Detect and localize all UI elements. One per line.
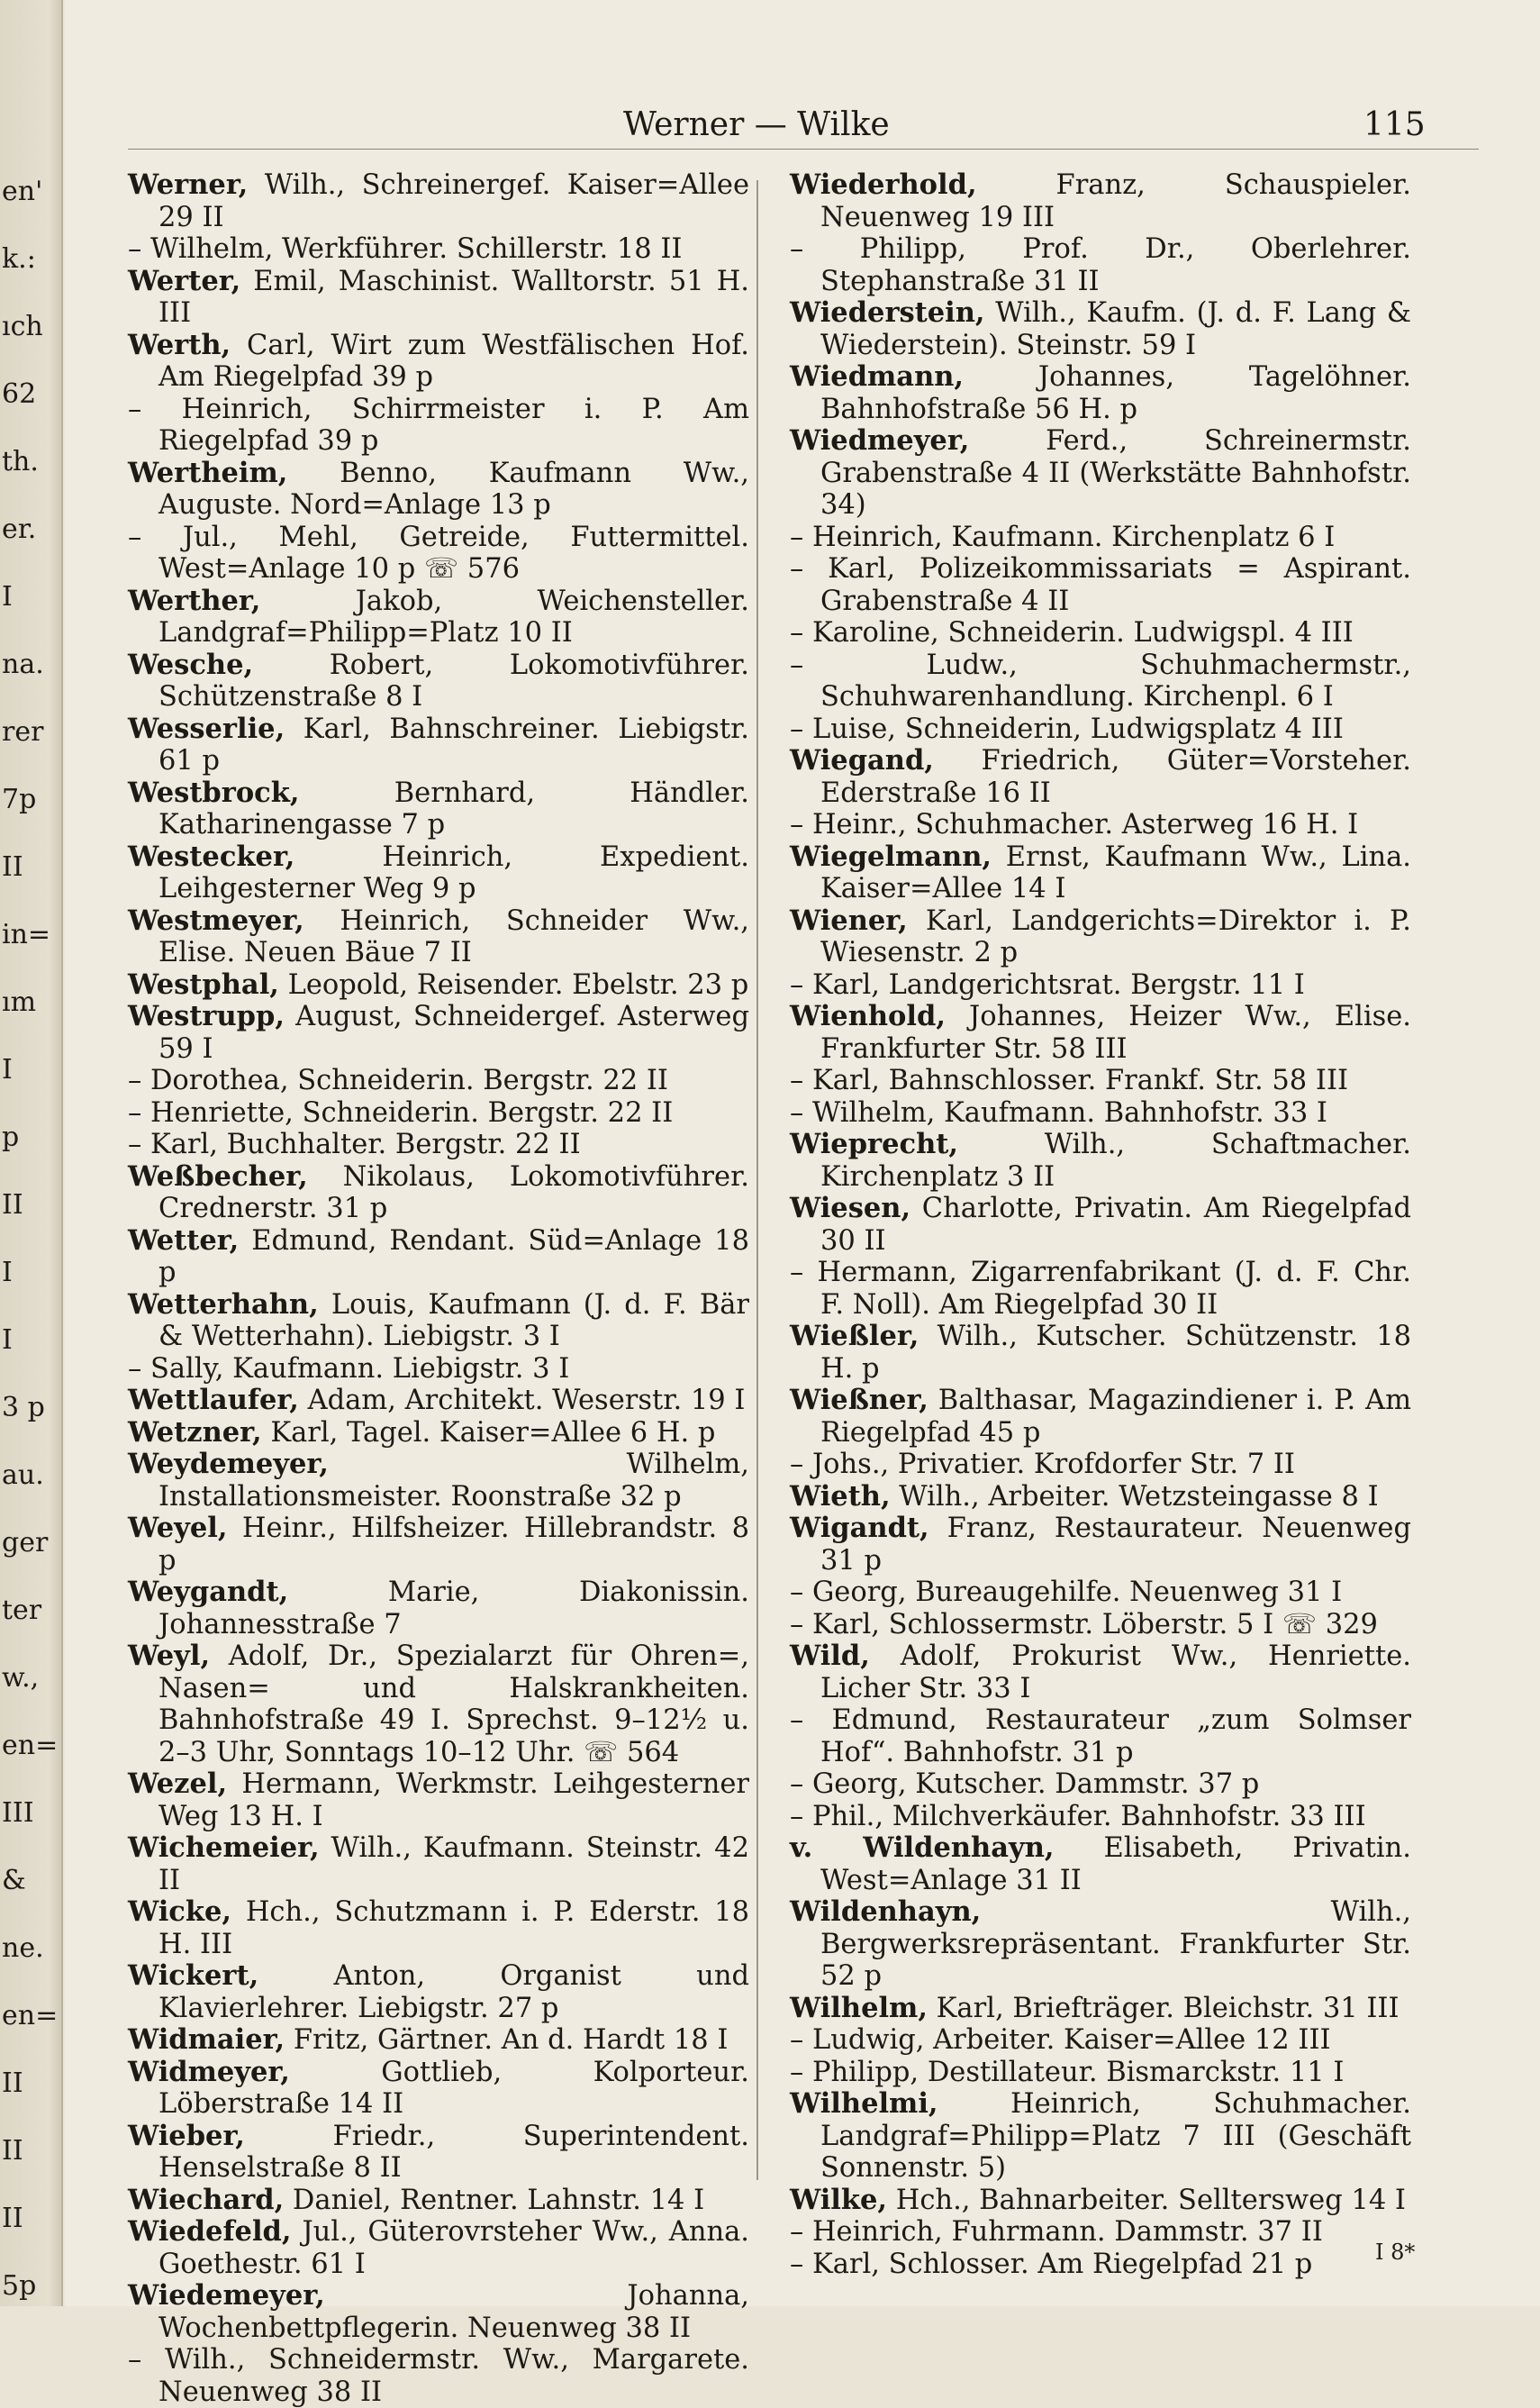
directory-entry	[790, 1896, 1411, 1993]
entry-details: – Karoline, Schneiderin. Ludwigspl. 4 III	[790, 617, 1354, 649]
previous-page-fragment: II	[2, 1189, 23, 1221]
previous-page-fragment: er.	[2, 513, 37, 545]
previous-page-fragment: w.,	[2, 1662, 40, 1694]
entry-details: Adolf, Prokurist Ww., Henriette. Licher Str. 33 I	[820, 1640, 1411, 1704]
directory-entry	[128, 650, 749, 713]
directory-entry	[128, 1129, 749, 1161]
directory-entry	[790, 1001, 1411, 1065]
previous-page-fragment: I	[2, 1257, 13, 1288]
entry-details: – Philipp, Prof. Dr., Oberlehrer. Stephanstraße 31 II	[790, 233, 1411, 297]
previous-page-fragment: ım	[2, 986, 37, 1018]
left-column	[128, 169, 749, 2408]
directory-entry	[128, 233, 749, 266]
entry-details: Johanna, Wochenbettpflegerin. Neuenweg 38 II	[159, 2280, 749, 2344]
directory-entry	[128, 1896, 749, 1960]
entry-surname: Westphal,	[128, 968, 279, 1001]
directory-entry	[790, 1704, 1411, 1768]
entry-surname: Westecker,	[128, 840, 295, 873]
directory-entry	[790, 1481, 1411, 1513]
entry-details: – Karl, Landgerichtsrat. Bergstr. 11 I	[790, 968, 1305, 1001]
previous-page-edge	[0, 0, 63, 2306]
previous-page-fragment: I	[2, 1324, 13, 1356]
previous-page-fragment: II	[2, 2135, 23, 2167]
entry-surname: Wiegand,	[790, 744, 934, 777]
entry-surname: Weßbecher,	[128, 1159, 308, 1193]
entry-details: Balthasar, Magazindiener i. P. Am Riegelpfad 45 p	[820, 1385, 1411, 1449]
entry-surname: Wiederhold,	[790, 168, 977, 201]
entry-details: Johannes, Heizer Ww., Elise. Frankfurter Str. 58 III	[820, 1001, 1411, 1065]
entry-details: – Edmund, Restaurateur „zum Solmser Hof“. Bahnhofstr. 31 p	[790, 1704, 1411, 1768]
entry-details: Anton, Organist und Klavierlehrer. Liebigstr. 27 p	[159, 1960, 749, 2024]
directory-entry	[790, 2057, 1411, 2089]
directory-entry	[128, 522, 749, 586]
entry-surname: Wilke,	[790, 2183, 888, 2216]
directory-entry	[790, 2216, 1411, 2249]
entry-surname: Wiederstein,	[790, 296, 985, 329]
entry-surname: Westmeyer,	[128, 904, 304, 937]
entry-surname: Werner,	[128, 168, 249, 201]
entry-details: Wilh., Schaftmacher. Kirchenplatz 3 II	[820, 1129, 1411, 1193]
entry-details: Wilh., Kaufm. (J. d. F. Lang & Wiederstein). Steinstr. 59 I	[820, 297, 1411, 361]
page-number: 115	[1363, 106, 1426, 143]
previous-page-fragment: en=	[2, 2000, 59, 2031]
directory-entry	[790, 2024, 1411, 2057]
directory-entry	[790, 2249, 1411, 2281]
entry-details: Fritz, Gärtner. An d. Hardt 18 I	[285, 2024, 729, 2056]
directory-entry	[790, 1513, 1411, 1577]
entry-details: – Jul., Mehl, Getreide, Futtermittel. West=Anlage 10 p ☏ 576	[128, 521, 749, 585]
entry-details: Louis, Kaufmann (J. d. F. Bär & Wetterhahn). Liebigstr. 3 I	[159, 1288, 749, 1352]
entry-details: Wilh., Kaufmann. Steinstr. 42 II	[159, 1832, 749, 1896]
entry-surname: Wienhold,	[790, 1000, 946, 1032]
directory-entry	[128, 777, 749, 841]
entry-details: Emil, Maschinist. Walltorstr. 51 H. III	[159, 265, 749, 329]
directory-entry	[128, 713, 749, 777]
directory-entry	[790, 1993, 1411, 2025]
directory-entry	[128, 1161, 749, 1225]
entry-surname: Wilhelmi,	[790, 2087, 938, 2120]
entry-details: Adolf, Dr., Spezialarzt für Ohren=, Nasen= und Halskrankheiten. Bahnhofstraße 49 I. Sprechst. 9–12½ u. 2–3 Uhr, Sonntags 10–12 Uhr. ☏ 564	[159, 1640, 749, 1768]
directory-entry	[790, 841, 1411, 905]
entry-surname: Wiedmann,	[790, 360, 965, 393]
entry-details: Friedrich, Güter=Vorsteher. Ederstraße 16 II	[820, 745, 1411, 809]
directory-entry	[128, 2121, 749, 2185]
entry-details: Heinrich, Expedient. Leihgesterner Weg 9 p	[159, 841, 749, 904]
entry-surname: Wetzner,	[128, 1415, 262, 1449]
entry-details: Karl, Tagel. Kaiser=Allee 6 H. p	[261, 1416, 716, 1449]
entry-surname: Weydemeyer,	[128, 1448, 329, 1480]
previous-page-fragment: II	[2, 851, 23, 883]
directory-entry	[128, 2057, 749, 2121]
previous-page-fragment: II	[2, 2067, 23, 2099]
previous-page-fragment: in=	[2, 919, 51, 950]
previous-page-fragment: II	[2, 2203, 23, 2234]
entry-surname: Weyl,	[128, 1640, 211, 1672]
entry-details: Wilh., Arbeiter. Wetzsteingasse 8 I	[890, 1480, 1379, 1513]
entry-details: – Karl, Bahnschlosser. Frankf. Str. 58 III	[790, 1065, 1349, 1096]
entry-surname: Wiedmeyer,	[790, 424, 970, 457]
directory-entry	[790, 905, 1411, 969]
directory-entry	[128, 1960, 749, 2024]
entry-details: – Heinrich, Kaufmann. Kirchenplatz 6 I	[790, 521, 1336, 553]
directory-entry	[790, 1832, 1411, 1896]
directory-entry	[790, 1193, 1411, 1257]
entry-details: – Ludw., Schuhmachermstr., Schuhwarenhandlung. Kirchenpl. 6 I	[790, 649, 1411, 713]
entry-surname: Wertheim,	[128, 456, 288, 489]
entry-details: – Wilhelm, Werkführer. Schillerstr. 18 II	[128, 233, 683, 265]
previous-page-fragment: na.	[2, 649, 44, 680]
entry-details: – Luise, Schneiderin, Ludwigsplatz 4 III	[790, 713, 1344, 745]
entry-details: Nikolaus, Lokomotivführer. Crednerstr. 31 p	[159, 1160, 749, 1224]
directory-entry	[128, 2185, 749, 2217]
directory-entry	[128, 266, 749, 330]
directory-page	[65, 0, 1540, 2408]
entry-details: Ernst, Kaufmann Ww., Lina. Kaiser=Allee 14 I	[820, 841, 1411, 904]
directory-entry	[128, 1225, 749, 1289]
directory-entry	[790, 1385, 1411, 1449]
previous-page-fragment: au.	[2, 1459, 44, 1491]
directory-entry	[790, 1257, 1411, 1321]
entry-surname: Widmaier,	[128, 2023, 285, 2056]
entry-details: Franz, Restaurateur. Neuenweg 31 p	[820, 1513, 1411, 1577]
entry-details: – Karl, Schlosser. Am Riegelpfad 21 p	[790, 2248, 1313, 2280]
previous-page-fragment: I	[2, 1054, 13, 1086]
entry-surname: Wezel,	[128, 1767, 228, 1800]
entry-surname: Weygandt,	[128, 1576, 289, 1608]
directory-entry	[128, 1577, 749, 1640]
entry-surname: Wickert,	[128, 1959, 259, 1992]
directory-entry	[790, 617, 1411, 650]
previous-page-fragment: en'	[2, 176, 43, 207]
directory-entry	[128, 1768, 749, 1832]
entry-details: Jakob, Weichensteller. Landgraf=Philipp=Platz 10 II	[159, 585, 749, 649]
entry-details: – Phil., Milchverkäufer. Bahnhofstr. 33 III	[790, 1800, 1366, 1832]
directory-entry	[128, 2344, 749, 2408]
previous-page-fragment: rer	[2, 716, 44, 748]
entry-details: – Heinrich, Schirrmeister i. P. Am Riegelpfad 39 p	[128, 393, 749, 457]
entry-surname: Wichemeier,	[128, 1831, 320, 1864]
entry-details: August, Schneidergef. Asterweg 59 I	[159, 1001, 749, 1065]
entry-surname: v. Wildenhayn,	[790, 1831, 1055, 1864]
entry-details: Heinr., Hilfsheizer. Hillebrandstr. 8 p	[159, 1513, 749, 1577]
entry-details: Wilh., Kutscher. Schützenstr. 18 H. p	[820, 1321, 1411, 1385]
entry-details: Edmund, Rendant. Süd=Anlage 18 p	[159, 1224, 749, 1288]
directory-entry	[790, 1801, 1411, 1833]
entry-surname: Wicke,	[128, 1895, 232, 1928]
directory-entry	[790, 1321, 1411, 1385]
entry-details: – Heinr., Schuhmacher. Asterweg 16 H. I	[790, 809, 1359, 841]
directory-entry	[128, 969, 749, 1002]
entry-surname: Werter,	[128, 264, 241, 297]
entry-details: – Karl, Schlossermstr. Löberstr. 5 I ☏ 329	[790, 1608, 1378, 1640]
directory-entry	[790, 1768, 1411, 1801]
entry-surname: Werther,	[128, 584, 261, 617]
header-rule	[128, 149, 1479, 150]
directory-entry	[790, 522, 1411, 554]
directory-entry	[128, 1449, 749, 1513]
previous-page-fragment: ter	[2, 1595, 42, 1626]
directory-entry	[128, 2216, 749, 2280]
directory-entry	[790, 1449, 1411, 1481]
entry-surname: Wesche,	[128, 648, 254, 681]
directory-entry	[790, 297, 1411, 361]
entry-surname: Wiesen,	[790, 1192, 911, 1224]
previous-page-fragment: k.:	[2, 243, 36, 275]
entry-details: – Sally, Kaufmann. Liebigstr. 3 I	[128, 1352, 570, 1385]
entry-details: – Henriette, Schneiderin. Bergstr. 22 II	[128, 1096, 674, 1129]
directory-entry	[790, 969, 1411, 1002]
entry-details: Adam, Architekt. Weserstr. 19 I	[298, 1385, 746, 1416]
entry-surname: Wigandt,	[790, 1512, 929, 1544]
previous-page-fragment: ger	[2, 1527, 49, 1558]
entry-details: Robert, Lokomotivführer. Schützenstraße 8 I	[159, 649, 749, 713]
directory-entry	[128, 841, 749, 905]
directory-entry	[128, 458, 749, 522]
entry-details: Franz, Schauspieler. Neuenweg 19 III	[820, 169, 1411, 233]
directory-entry	[790, 1640, 1411, 1704]
entry-details: Heinrich, Schuhmacher. Landgraf=Philipp=Platz 7 III (Geschäft Sonnenstr. 5)	[820, 2088, 1411, 2184]
entry-details: Hermann, Werkmstr. Leihgesterner Weg 13 H. I	[159, 1768, 749, 1832]
entry-details: Johannes, Tagelöhner. Bahnhofstraße 56 H. p	[820, 361, 1411, 425]
printer-signature: I 8*	[1375, 2240, 1416, 2265]
directory-entry	[128, 1097, 749, 1130]
entry-surname: Wiedemeyer,	[128, 2279, 325, 2312]
directory-entry	[128, 1385, 749, 1417]
entry-surname: Wilhelm,	[790, 1991, 928, 2024]
right-column	[790, 169, 1411, 2280]
directory-entry	[128, 1832, 749, 1896]
entry-surname: Wießner,	[790, 1384, 929, 1416]
entry-details: – Hermann, Zigarrenfabrikant (J. d. F. Chr. F. Noll). Am Riegelpfad 30 II	[790, 1257, 1411, 1321]
directory-entry	[790, 1577, 1411, 1609]
entry-surname: Werth,	[128, 328, 231, 361]
entry-details: Ferd., Schreinermstr. Grabenstraße 4 II (Werkstätte Bahnhofstr. 34)	[820, 425, 1411, 521]
directory-entry	[790, 650, 1411, 713]
entry-details: Gottlieb, Kolporteur. Löberstraße 14 II	[159, 2056, 749, 2120]
directory-entry	[128, 2280, 749, 2344]
directory-entry	[128, 330, 749, 394]
entry-surname: Wiedefeld,	[128, 2215, 292, 2248]
directory-entry	[128, 1353, 749, 1386]
entry-details: Friedr., Superintendent. Henselstraße 8 II	[159, 2120, 749, 2184]
entry-details: Charlotte, Privatin. Am Riegelpfad 30 II	[820, 1193, 1411, 1257]
directory-entry	[790, 553, 1411, 617]
directory-entry	[790, 425, 1411, 522]
previous-page-fragment: 3 p	[2, 1392, 45, 1423]
entry-details: – Wilh., Schneidermstr. Ww., Margarete. Neuenweg 38 II	[128, 2344, 749, 2408]
directory-entry	[790, 713, 1411, 746]
entry-details: – Georg, Kutscher. Dammstr. 37 p	[790, 1768, 1260, 1800]
previous-page-fragment: 7p	[2, 784, 37, 815]
directory-entry	[128, 586, 749, 650]
entry-surname: Wieth,	[790, 1479, 891, 1513]
entry-details: Carl, Wirt zum Westfälischen Hof. Am Riegelpfad 39 p	[159, 329, 749, 393]
entry-surname: Wießler,	[790, 1320, 919, 1352]
entry-details: Karl, Landgerichts=Direktor i. P. Wiesenstr. 2 p	[820, 904, 1411, 968]
entry-details: – Ludwig, Arbeiter. Kaiser=Allee 12 III	[790, 2024, 1331, 2056]
entry-surname: Wesserlie,	[128, 712, 285, 745]
entry-surname: Wieprecht,	[790, 1128, 958, 1160]
previous-page-fragment: th.	[2, 446, 39, 477]
entry-surname: Wetter,	[128, 1223, 240, 1257]
entry-details: – Wilhelm, Kaufmann. Bahnhofstr. 33 I	[790, 1096, 1327, 1129]
entry-surname: Widmeyer,	[128, 2055, 290, 2088]
entry-details: Wilh., Schreinergef. Kaiser=Allee 29 II	[159, 169, 749, 233]
directory-entry	[790, 1097, 1411, 1130]
entry-details: Hch., Bahnarbeiter. Selltersweg 14 I	[887, 2184, 1406, 2216]
directory-entry	[790, 1129, 1411, 1193]
previous-page-fragment: 62	[2, 378, 37, 410]
directory-entry	[790, 2185, 1411, 2217]
directory-entry	[128, 1417, 749, 1449]
entry-details: Marie, Diakonissin. Johannesstraße 7	[159, 1577, 749, 1640]
directory-entry	[128, 1513, 749, 1577]
column-divider	[756, 180, 758, 2180]
entry-details: Bernhard, Händler. Katharinengasse 7 p	[159, 777, 749, 841]
entry-surname: Weyel,	[128, 1512, 228, 1544]
previous-page-fragment: III	[2, 1797, 34, 1829]
directory-entry	[128, 1640, 749, 1768]
entry-details: Karl, Bahnschreiner. Liebigstr. 61 p	[159, 713, 749, 777]
entry-surname: Westrupp,	[128, 1000, 285, 1032]
entry-details: – Heinrich, Fuhrmann. Dammstr. 37 II	[790, 2216, 1323, 2248]
entry-details: Wilhelm, Installationsmeister. Roonstraße 32 p	[159, 1449, 749, 1513]
entry-details: – Philipp, Destillateur. Bismarckstr. 11 I	[790, 2056, 1345, 2088]
entry-surname: Wildenhayn,	[790, 1895, 982, 1928]
entry-details: – Karl, Buchhalter. Bergstr. 22 II	[128, 1129, 581, 1160]
directory-entry	[790, 233, 1411, 297]
entry-details: – Dorothea, Schneiderin. Bergstr. 22 II	[128, 1065, 668, 1096]
directory-entry	[790, 2088, 1411, 2185]
entry-surname: Westbrock,	[128, 776, 300, 809]
entry-surname: Wiener,	[790, 904, 908, 937]
entry-details: Heinrich, Schneider Ww., Elise. Neuen Bäue 7 II	[159, 904, 749, 968]
directory-entry	[128, 2024, 749, 2057]
entry-surname: Wieber,	[128, 2119, 245, 2152]
entry-details: – Georg, Bureaugehilfe. Neuenweg 31 I	[790, 1577, 1343, 1608]
directory-entry	[790, 169, 1411, 233]
directory-entry	[790, 1609, 1411, 1641]
entry-details: Karl, Briefträger. Bleichstr. 31 III	[927, 1992, 1400, 2024]
entry-surname: Wetterhahn,	[128, 1287, 319, 1321]
directory-entry	[128, 394, 749, 458]
entry-details: Hch., Schutzmann i. P. Ederstr. 18 H. III	[159, 1896, 749, 1960]
entry-details: Wilh., Bergwerksrepräsentant. Frankfurter Str. 52 p	[820, 1896, 1411, 1992]
directory-entry	[128, 169, 749, 233]
entry-surname: Wild,	[790, 1640, 870, 1672]
page-header-title: Werner — Wilke	[623, 106, 890, 143]
directory-entry	[790, 745, 1411, 809]
directory-entry	[128, 1065, 749, 1097]
previous-page-fragment: p	[2, 1122, 20, 1153]
directory-entry	[790, 1065, 1411, 1097]
directory-entry	[790, 809, 1411, 841]
directory-entry	[790, 361, 1411, 425]
directory-entry	[128, 905, 749, 969]
previous-page-fragment: &	[2, 1865, 26, 1896]
entry-details: Daniel, Rentner. Lahnstr. 14 I	[284, 2184, 705, 2216]
entry-details: Jul., Güterovrsteher Ww., Anna. Goethestr. 61 I	[159, 2216, 749, 2280]
entry-details: Benno, Kaufmann Ww., Auguste. Nord=Anlage 13 p	[159, 457, 749, 521]
entry-surname: Wettlaufer,	[128, 1384, 299, 1416]
directory-entry	[128, 1001, 749, 1065]
entry-surname: Wiechard,	[128, 2183, 285, 2216]
entry-details: – Karl, Polizeikommissariats = Aspirant. Grabenstraße 4 II	[790, 553, 1411, 617]
entry-surname: Wiegelmann,	[790, 840, 992, 873]
entry-details: Elisabeth, Privatin. West=Anlage 31 II	[820, 1832, 1411, 1896]
previous-page-fragment: 5p	[2, 2270, 37, 2302]
previous-page-fragment: I	[2, 581, 13, 613]
previous-page-fragment: en=	[2, 1730, 59, 1761]
entry-details: Leopold, Reisender. Ebelstr. 23 p	[278, 968, 749, 1001]
directory-entry	[128, 1289, 749, 1353]
previous-page-fragment: ıch	[2, 311, 43, 342]
entry-details: – Johs., Privatier. Krofdorfer Str. 7 II	[790, 1449, 1295, 1480]
previous-page-fragment: ne.	[2, 1932, 44, 1964]
